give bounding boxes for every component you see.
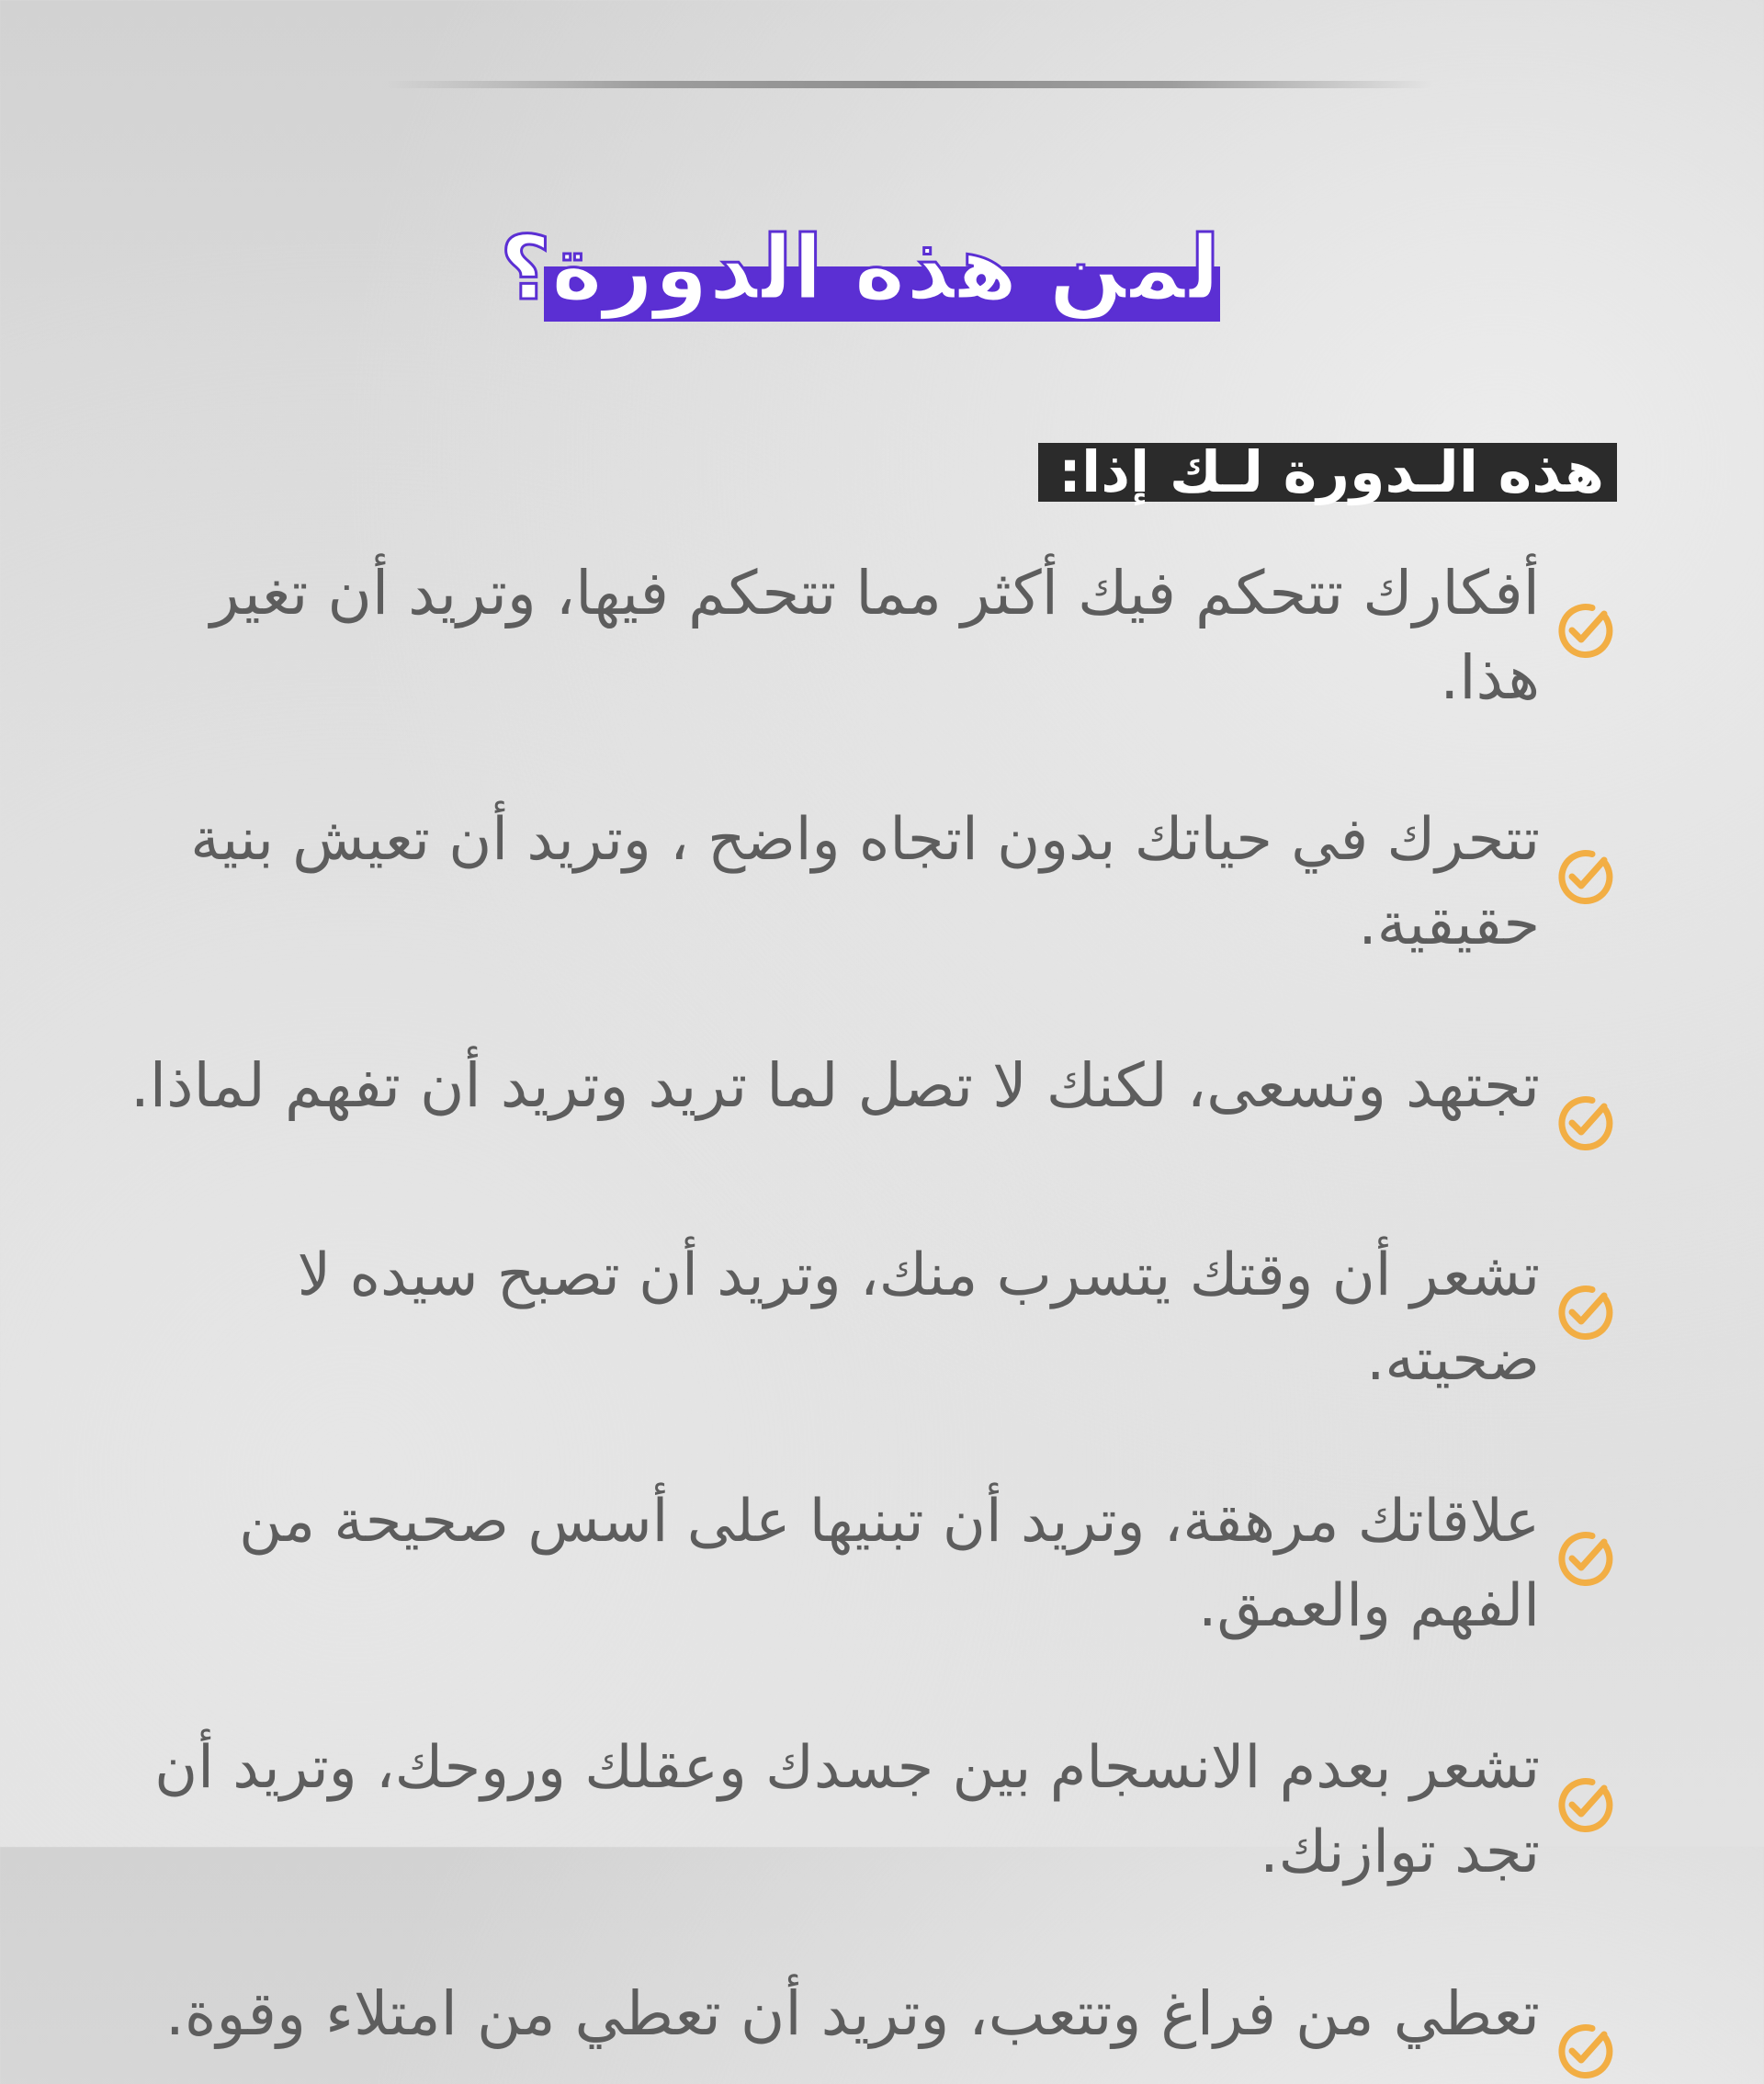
top-divider [386, 81, 1433, 88]
list-item-text: أفكارك تتحكم فيك أكثر مما تتحكم فيها، وتريد أن تغير هذا. [209, 558, 1540, 713]
list-item-text: تشعر بعدم الانسجام بين جسدك وعقلك وروحك، وتريد أن تجد توازنك. [154, 1734, 1540, 1886]
list-item [129, 798, 1617, 967]
check-circle-icon [1551, 597, 1617, 663]
list-item [129, 551, 1617, 720]
check-circle-icon [1551, 1279, 1617, 1345]
list-item [129, 1726, 1617, 1895]
subtitle: هذه الـدورة لـك إذا: [1038, 443, 1617, 502]
page-title: لمن هذه الدورة؟ [499, 217, 1220, 320]
list-item-text: تشعر أن وقتك يتسرب منك، وتريد أن تصبح سيده لا ضحيته. [297, 1241, 1540, 1394]
list-item-text: علاقاتك مرهقة، وتريد أن تبنيها على أسس صحيحة من الفهم والعمق. [239, 1488, 1540, 1640]
check-circle-icon [1551, 2018, 1617, 2084]
list-item [129, 1233, 1617, 1402]
list-item-text: تتحرك في حياتك بدون اتجاه واضح ، وتريد أن تعيش بنية حقيقية. [190, 806, 1540, 958]
list-item [129, 1972, 1617, 2084]
subtitle-banner [1038, 438, 1617, 505]
criteria-list [129, 551, 1617, 2084]
list-item-text: تعطي من فراغ وتتعب، وتريد أن تعطي من امتلاء وقوة. [164, 1978, 1540, 2049]
list-item [129, 1479, 1617, 1648]
check-circle-icon [1551, 844, 1617, 910]
check-circle-icon [1551, 1525, 1617, 1591]
check-circle-icon [1551, 1090, 1617, 1156]
title-banner [499, 217, 1220, 322]
list-item-text: تجتهد وتسعى، لكنك لا تصل لما تريد وتريد أن تفهم لماذا. [130, 1050, 1540, 1121]
list-item [129, 1044, 1617, 1156]
check-circle-icon [1551, 1772, 1617, 1838]
